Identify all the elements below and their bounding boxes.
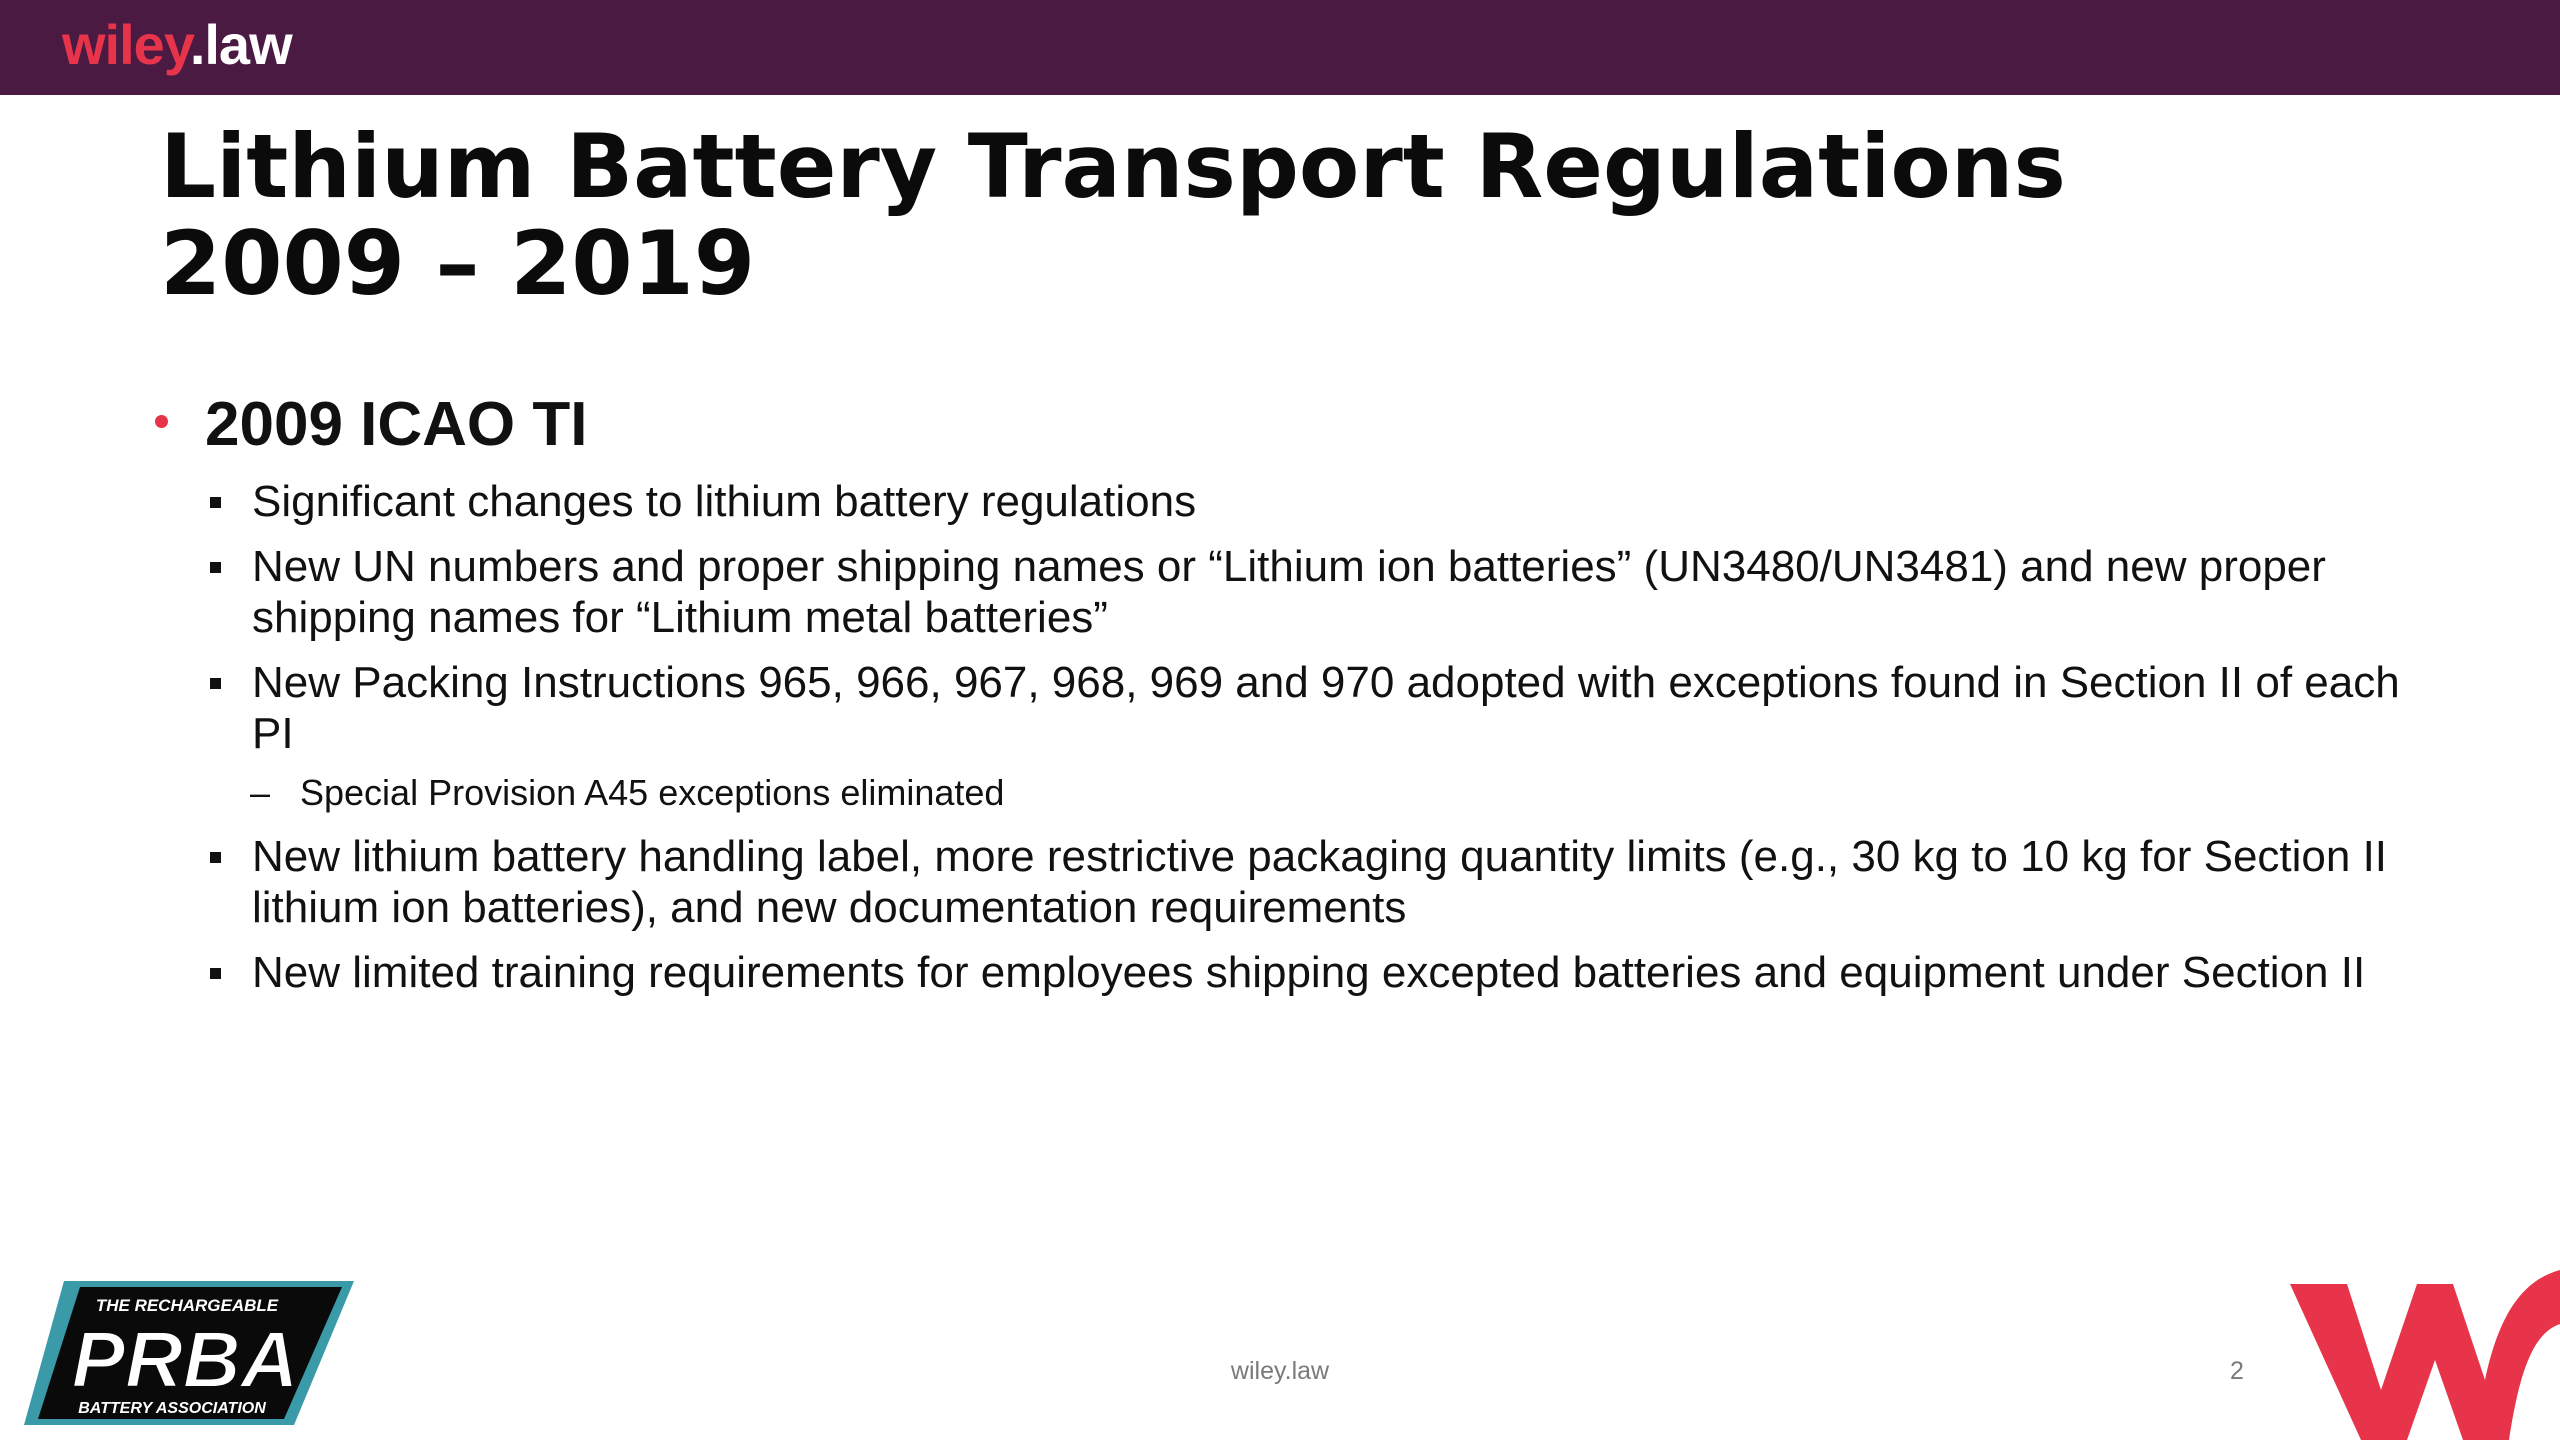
prba-bottom-text: BATTERY ASSOCIATION bbox=[78, 1400, 266, 1417]
square-bullet-icon bbox=[210, 968, 221, 979]
list-item-text: New Packing Instructions 965, 966, 967, 968, 969 and 970 adopted with exceptions found in Section II of each PI bbox=[252, 658, 2400, 758]
list-item bbox=[155, 831, 2415, 933]
red-bullet-icon bbox=[155, 415, 168, 428]
square-bullet-icon bbox=[210, 852, 221, 863]
list-item-text: Significant changes to lithium battery regulations bbox=[252, 477, 1197, 526]
dash-bullet-icon: – bbox=[250, 772, 271, 813]
square-bullet-icon bbox=[210, 497, 221, 508]
list-item bbox=[155, 541, 2415, 643]
wiley-law-logo[interactable] bbox=[62, 12, 292, 78]
square-bullet-icon bbox=[210, 562, 221, 573]
slide-title-line1: Lithium Battery Transport Regulations bbox=[160, 115, 2066, 218]
bullet-main bbox=[155, 388, 2415, 462]
list-item bbox=[155, 947, 2415, 998]
logo-wiley-text: wiley bbox=[62, 13, 190, 76]
header-bar bbox=[0, 0, 2560, 95]
sub-list-item bbox=[155, 769, 2415, 817]
prba-logo bbox=[22, 1275, 362, 1435]
prba-main-text: PRBA bbox=[71, 1315, 299, 1404]
page-number: 2 bbox=[2230, 1357, 2244, 1385]
wiley-w-logo-icon bbox=[2285, 1262, 2560, 1440]
slide-content bbox=[155, 388, 2415, 998]
list-item bbox=[155, 476, 2415, 527]
square-bullet-icon bbox=[210, 678, 221, 689]
prba-top-text: THE RECHARGEABLE bbox=[95, 1296, 279, 1315]
list-item-text: New UN numbers and proper shipping names or “Lithium ion batteries” (UN3480/UN3481) and new proper shipping names for “Lithium metal batteries” bbox=[252, 542, 2326, 642]
bullet-main-text: 2009 ICAO TI bbox=[205, 390, 588, 459]
slide-title-line2: 2009 – 2019 bbox=[160, 212, 756, 315]
list-item-text: New lithium battery handling label, more restrictive packaging quantity limits (e.g., 30 kg to 10 kg for Section II lithium ion batteries), and new documentation requirements bbox=[252, 832, 2388, 932]
sub-list-item-text: Special Provision A45 exceptions eliminated bbox=[300, 772, 1005, 813]
slide-title bbox=[160, 115, 2360, 315]
list-item-text: New limited training requirements for employees shipping excepted batteries and equipment under Section II bbox=[252, 948, 2366, 997]
logo-law-text: .law bbox=[189, 13, 292, 76]
list-item bbox=[155, 657, 2415, 759]
footer-site: wiley.law bbox=[1230, 1357, 1330, 1385]
